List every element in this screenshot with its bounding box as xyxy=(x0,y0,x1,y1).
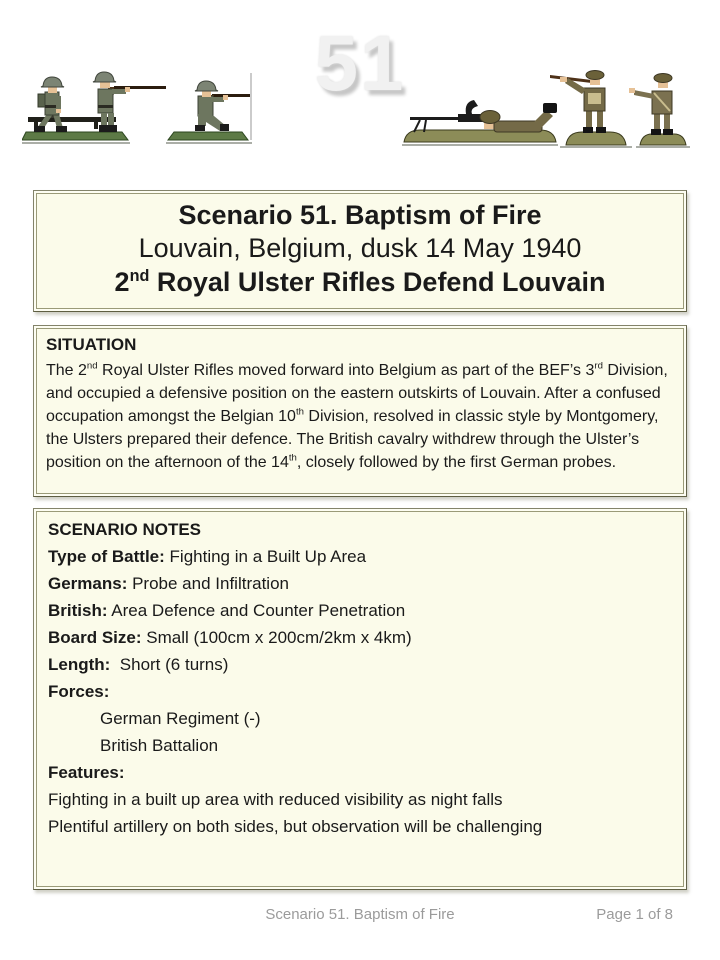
situation-body: The 2nd Royal Ulster Rifles moved forward into Belgium as part of the BEF’s 3rd Division, and occupied a defensive position on the eastern outskirts of Louvain. After a confused occupation amongst the Belgian 10th Division, resolved in classic style by Montgomery, the Ulsters prepared their defence. The British cavalry withdrew through the Ulster’s position on the afternoon of the 14th, closely followed by the first German probes. xyxy=(46,360,668,471)
note-value: British Battalion xyxy=(100,736,219,755)
note-label: Germans: xyxy=(48,574,128,593)
note-label: Features: xyxy=(48,763,125,782)
german-infantry-advancing-clipart xyxy=(22,68,254,148)
scenario-note-item xyxy=(48,651,672,678)
note-value: Area Defence and Counter Penetration xyxy=(107,601,406,620)
scenario-note-item xyxy=(48,813,672,840)
note-label: Type of Battle: xyxy=(48,547,165,566)
note-value: Probe and Infiltration xyxy=(127,574,289,593)
note-label: Length: xyxy=(48,655,111,674)
note-value: Plentiful artillery on both sides, but observation will be challenging xyxy=(48,817,543,836)
note-value: Fighting in a Built Up Area xyxy=(164,547,367,566)
scenario-note-item xyxy=(48,678,672,705)
note-label: British: xyxy=(48,601,108,620)
title-box xyxy=(33,190,687,312)
scenario-note-item xyxy=(48,786,672,813)
note-value: Fighting in a built up area with reduced visibility as night falls xyxy=(48,790,503,809)
scenario-note-item xyxy=(48,570,672,597)
scenario-title: Scenario 51. Baptism of Fire xyxy=(178,200,542,230)
scenario-note-item xyxy=(48,759,672,786)
situation-panel xyxy=(33,325,687,497)
situation-heading: SITUATION xyxy=(46,335,137,354)
scenario-note-item xyxy=(48,732,672,759)
note-label: Board Size: xyxy=(48,628,142,647)
footer-title: Scenario 51. Baptism of Fire xyxy=(265,906,455,923)
page-number-watermark: 51 xyxy=(314,19,406,107)
scenario-note-item xyxy=(48,597,672,624)
scenario-note-item xyxy=(48,705,672,732)
scenario-notes-heading: SCENARIO NOTES xyxy=(48,520,202,539)
note-value: Small (100cm x 200cm/2km x 4km) xyxy=(141,628,412,647)
page-footer xyxy=(0,906,720,924)
scenario-subtitle: Louvain, Belgium, dusk 14 May 1940 xyxy=(138,233,582,263)
scenario-note-item xyxy=(48,624,672,651)
note-value: Short (6 turns) xyxy=(110,655,229,674)
header-divider-line xyxy=(250,73,252,140)
scenario-notes-list xyxy=(48,543,672,840)
scenario-unit-title: 2nd Royal Ulster Rifles Defend Louvain xyxy=(114,267,606,297)
footer-page-number: Page 1 of 8 xyxy=(596,906,673,923)
scenario-notes-panel xyxy=(33,508,687,890)
british-infantry-firing-clipart xyxy=(400,66,690,150)
note-label: Forces: xyxy=(48,682,110,701)
scenario-note-item xyxy=(48,543,672,570)
note-value: German Regiment (-) xyxy=(100,709,261,728)
